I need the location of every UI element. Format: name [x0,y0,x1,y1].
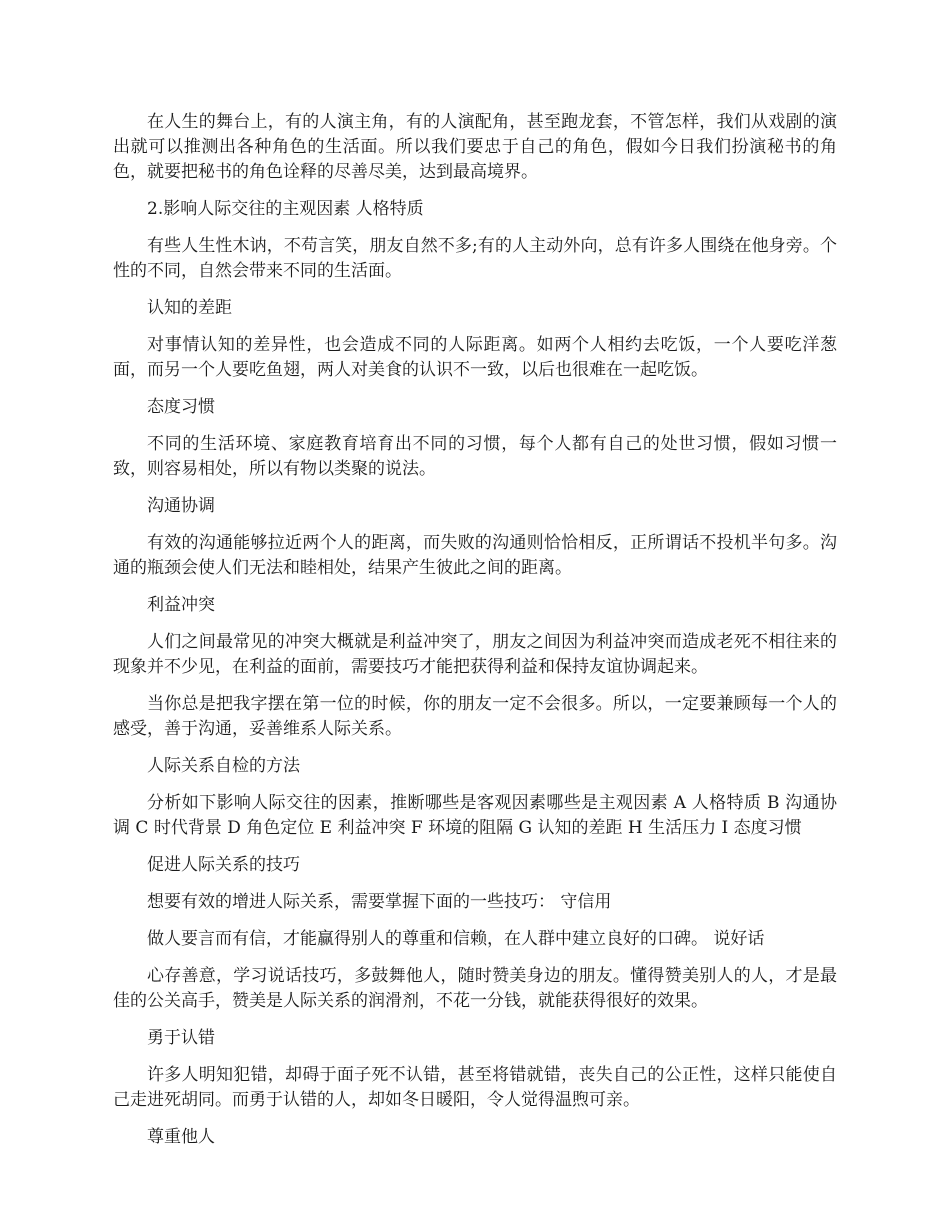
section-heading: 利益冲突 [147,595,215,615]
section-heading: 勇于认错 [147,1028,215,1048]
section-heading: 态度习惯 [147,397,215,417]
section-heading: 沟通协调 [147,496,215,516]
paragraph: 不同的生活环境、家庭教育培育出不同的习惯，每个人都有自己的处世习惯，假如习惯一致，则容易相处，所以有物以类聚的说法。 [113,434,837,479]
paragraph: 做人要言而有信，才能赢得别人的尊重和信赖，在人群中建立良好的口碑。 说好话 [147,929,765,949]
paragraph: 许多人明知犯错，却碍于面子死不认错，甚至将错就错，丧失自己的公正性，这样只能使自己走进死胡同。而勇于认错的人，却如冬日暖阳，令人觉得温煦可亲。 [113,1065,837,1110]
paragraph: 想要有效的增进人际关系，需要掌握下面的一些技巧： 守信用 [147,892,612,912]
section-heading: 人际关系自检的方法 [147,756,300,776]
paragraph: 有些人生性木讷，不苟言笑，朋友自然不多;有的人主动外向，总有许多人围绕在他身旁。个性的不同，自然会带来不同的生活面。 [113,236,837,281]
section-heading: 认知的差距 [147,298,232,318]
section-heading: 2.影响人际交往的主观因素 人格特质 [147,199,424,219]
paragraph: 在人生的舞台上，有的人演主角，有的人演配角，甚至跑龙套，不管怎样，我们从戏剧的演出就可以推测出各种角色的生活面。所以我们要忠于自己的角色，假如今日我们扮演秘书的角色，就要把秘书的角色诠释的尽善尽美，达到最高境界。 [113,112,837,182]
paragraph: 人们之间最常见的冲突大概就是利益冲突了，朋友之间因为利益冲突而造成老死不相往来的现象并不少见，在利益的面前，需要技巧才能把获得利益和保持友谊协调起来。 [113,632,837,677]
paragraph: 有效的沟通能够拉近两个人的距离，而失败的沟通则恰恰相反，正所谓话不投机半句多。沟通的瓶颈会使人们无法和睦相处，结果产生彼此之间的距离。 [113,533,837,578]
section-heading: 促进人际关系的技巧 [147,855,300,875]
section-heading: 尊重他人 [147,1127,215,1147]
paragraph: 分析如下影响人际交往的因素，推断哪些是客观因素哪些是主观因素 A 人格特质 B 沟通协调 C 时代背景 D 角色定位 E 利益冲突 F 环境的阻隔 G 认知的差距 H 生活压力 I 态度习惯 [113,793,837,838]
paragraph: 对事情认知的差异性，也会造成不同的人际距离。如两个人相约去吃饭，一个人要吃洋葱面，而另一个人要吃鱼翅，两人对美食的认识不一致，以后也很难在一起吃饭。 [113,335,837,380]
paragraph: 当你总是把我字摆在第一位的时候，你的朋友一定不会很多。所以，一定要兼顾每一个人的感受，善于沟通，妥善维系人际关系。 [113,694,837,739]
paragraph: 心存善意，学习说话技巧，多鼓舞他人，随时赞美身边的朋友。懂得赞美别人的人，才是最佳的公关高手，赞美是人际关系的润滑剂，不花一分钱，就能获得很好的效果。 [113,966,837,1011]
